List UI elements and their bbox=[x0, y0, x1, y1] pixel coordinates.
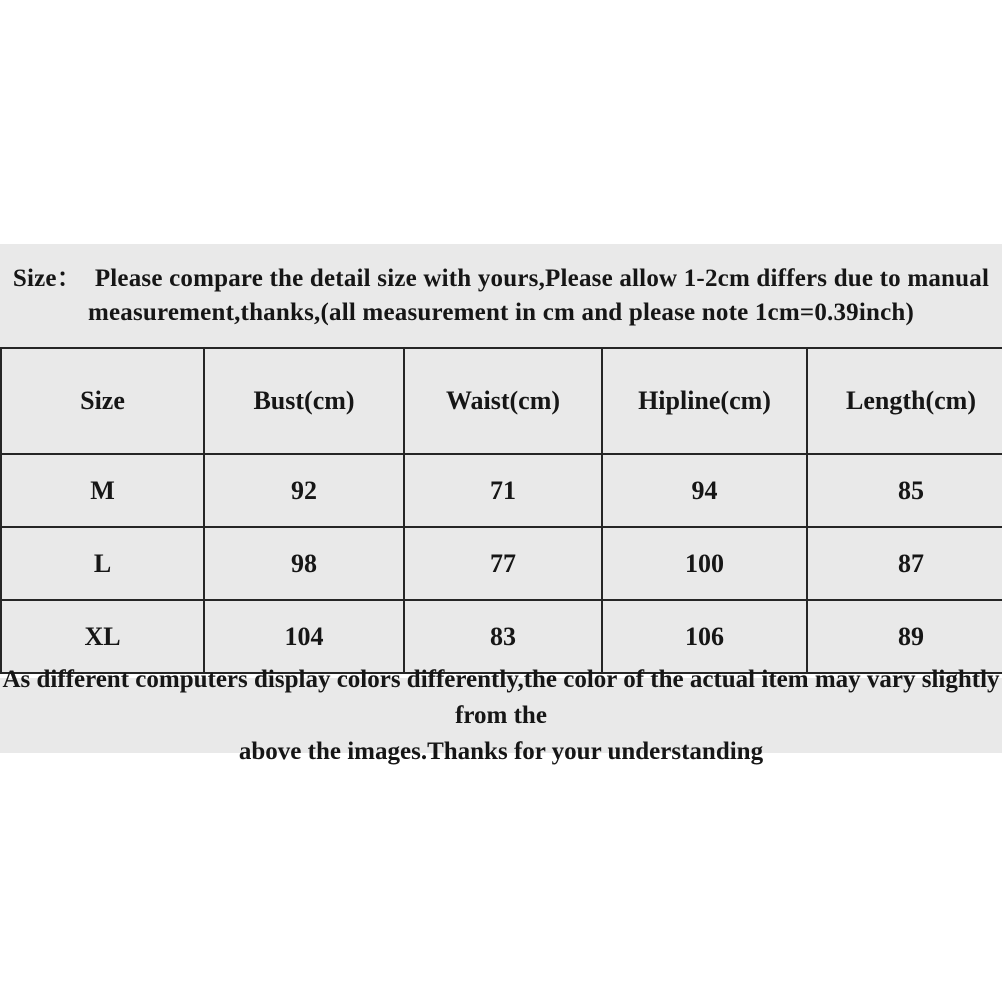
cell-m-bust: 92 bbox=[204, 454, 404, 527]
cell-l-size: L bbox=[1, 527, 204, 600]
cell-l-bust: 98 bbox=[204, 527, 404, 600]
cell-m-length: 85 bbox=[807, 454, 1002, 527]
size-row-l bbox=[1, 527, 1002, 600]
cell-xl-waist: 83 bbox=[404, 600, 602, 673]
cell-xl-bust: 104 bbox=[204, 600, 404, 673]
cell-m-size: M bbox=[1, 454, 204, 527]
col-header-bust: Bust(cm) bbox=[204, 348, 404, 454]
size-note-line-2: measurement,thanks,(all measurement in cm and please note 1cm=0.39inch) bbox=[87, 298, 915, 326]
size-row-m bbox=[1, 454, 1002, 527]
col-header-waist: Waist(cm) bbox=[404, 348, 602, 454]
cell-xl-length: 89 bbox=[807, 600, 1002, 673]
disclaimer-line-2: above the images.Thanks for your understanding bbox=[238, 737, 764, 765]
size-table bbox=[0, 347, 1002, 674]
cell-l-hipline: 100 bbox=[602, 527, 807, 600]
disclaimer-line-1: As different computers display colors differently,the color of the actual item may vary slightly from the bbox=[2, 665, 1000, 729]
cell-l-length: 87 bbox=[807, 527, 1002, 600]
col-header-length: Length(cm) bbox=[807, 348, 1002, 454]
size-note-band bbox=[0, 244, 1002, 347]
cell-l-waist: 77 bbox=[404, 527, 602, 600]
cell-xl-size: XL bbox=[1, 600, 204, 673]
col-header-hipline: Hipline(cm) bbox=[602, 348, 807, 454]
cell-xl-hipline: 106 bbox=[602, 600, 807, 673]
col-header-size: Size bbox=[1, 348, 204, 454]
size-table-header-row bbox=[1, 348, 1002, 454]
cell-m-hipline: 94 bbox=[602, 454, 807, 527]
color-disclaimer-band bbox=[0, 665, 1002, 765]
size-note-line-1: Size： Please compare the detail size with yours,Please allow 1-2cm differs due to manual bbox=[12, 264, 990, 292]
cell-m-waist: 71 bbox=[404, 454, 602, 527]
